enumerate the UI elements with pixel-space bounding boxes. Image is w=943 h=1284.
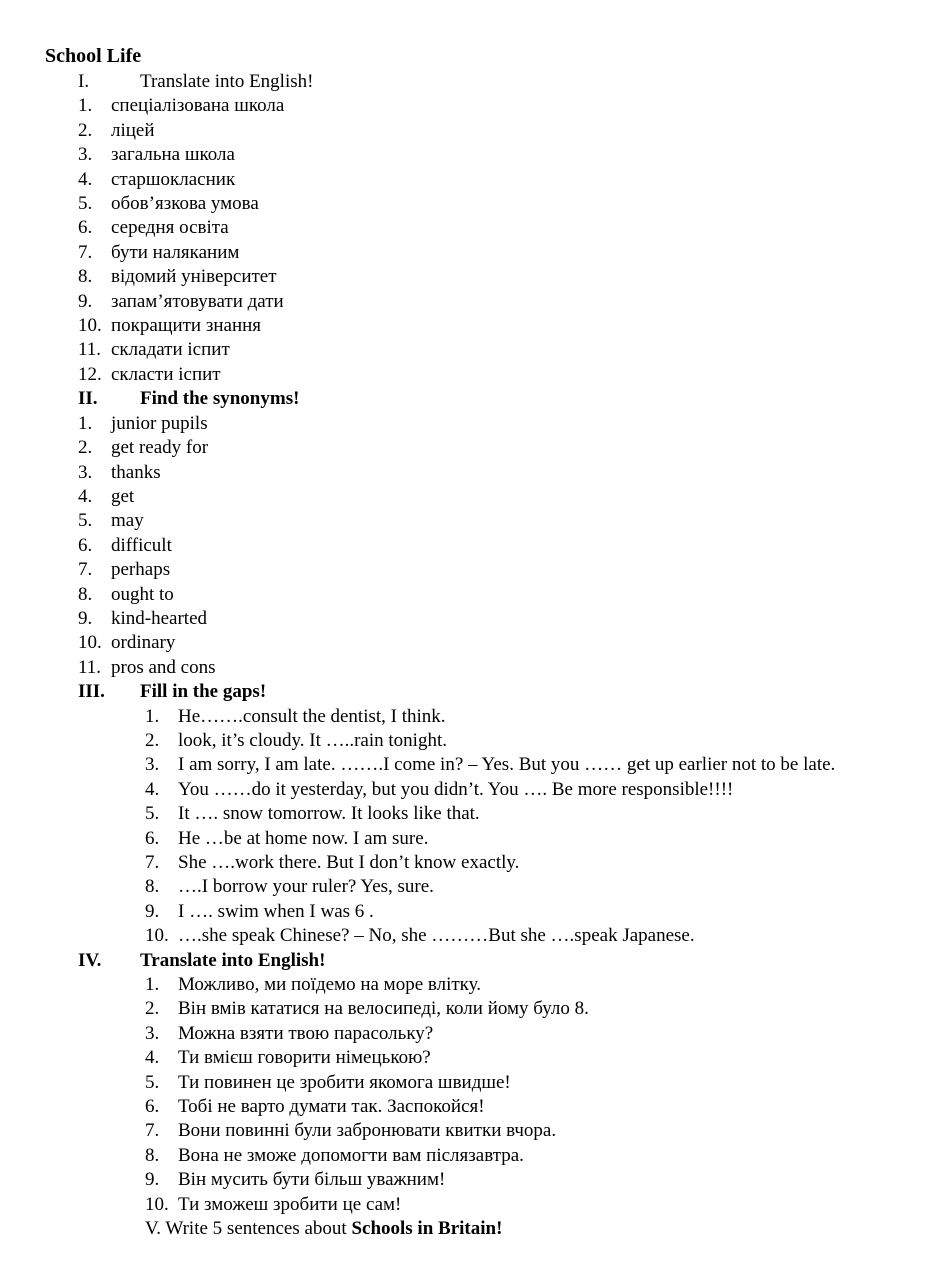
section-numeral: III. xyxy=(78,681,105,703)
list-item-number: 7. xyxy=(145,1120,160,1142)
list-item-text: ordinary xyxy=(111,632,176,654)
list-item-text: perhaps xyxy=(111,559,171,581)
section-numeral: I. xyxy=(78,71,90,92)
page-title: School Life xyxy=(45,45,142,67)
list-item-number: 5. xyxy=(145,1071,160,1093)
list-item xyxy=(45,631,901,655)
list-item xyxy=(45,216,901,240)
list-item xyxy=(45,753,901,777)
list-item xyxy=(45,1022,901,1046)
list-item-number: 6. xyxy=(78,217,93,239)
list-item xyxy=(45,509,901,533)
list-item-text: look, it’s cloudy. It …..rain tonight. xyxy=(178,729,447,751)
list-item-number: 5. xyxy=(145,803,160,825)
list-item xyxy=(45,168,901,192)
list-item-number: 6. xyxy=(78,534,93,556)
list-item-text: середня освіта xyxy=(111,217,229,239)
list-item-text: Ти вмієш говорити німецькою? xyxy=(178,1047,431,1069)
list-item-number: 10. xyxy=(145,1193,169,1215)
list-item xyxy=(45,973,901,997)
list-item-number: 2. xyxy=(145,998,160,1020)
list-item xyxy=(45,192,901,216)
list-item-number: 3. xyxy=(145,1022,160,1044)
list-item xyxy=(45,656,901,680)
list-item-text: запам’ятовувати дати xyxy=(111,290,284,312)
list-item xyxy=(45,802,901,826)
list-item-text: get ready for xyxy=(111,437,209,459)
list-item-number: 1. xyxy=(78,412,93,434)
list-item-number: 4. xyxy=(78,485,93,507)
list-item-text: Вона не зможе допомогти вам післязавтра. xyxy=(178,1144,524,1166)
list-item-text: загальна школа xyxy=(111,144,235,166)
list-item xyxy=(45,1071,901,1095)
list-item-number: 5. xyxy=(78,510,93,532)
list-item xyxy=(45,1168,901,1192)
list-item-text: get xyxy=(111,485,135,507)
list-item-text: He…….consult the dentist, I think. xyxy=(178,705,446,727)
list-item-text: junior pupils xyxy=(111,412,208,434)
list-item-number: 12. xyxy=(78,363,102,385)
list-item xyxy=(45,94,901,118)
list-item-text: thanks xyxy=(111,461,161,483)
list-item xyxy=(45,241,901,265)
section-numeral: IV. xyxy=(78,949,102,971)
task-v-line xyxy=(145,1217,901,1241)
list-item-number: 2. xyxy=(78,119,93,141)
list-item-text: ….I borrow your ruler? Yes, sure. xyxy=(178,876,434,898)
list-item-text: Вони повинні були забронювати квитки вчора. xyxy=(178,1120,557,1142)
list-item-text: She ….work there. But I don’t know exactly. xyxy=(178,852,520,873)
list-item-number: 7. xyxy=(78,559,93,581)
list-item-number: 7. xyxy=(145,852,160,873)
list-item-number: 8. xyxy=(78,583,93,605)
list-item-number: 10. xyxy=(78,315,102,337)
list-item-number: 9. xyxy=(78,607,93,629)
list-item-text: ліцей xyxy=(111,119,155,141)
list-item-number: 11. xyxy=(78,339,102,361)
list-item xyxy=(45,485,901,509)
list-item xyxy=(45,1193,901,1217)
list-item xyxy=(45,1144,901,1168)
list-item-number: 8. xyxy=(78,266,93,288)
list-item-text: скласти іспит xyxy=(111,363,221,385)
section-title: Find the synonyms! xyxy=(140,388,300,410)
list-item-text: покращити знання xyxy=(111,315,262,337)
section-heading xyxy=(45,387,901,411)
list-item-number: 8. xyxy=(145,876,160,898)
list-item xyxy=(45,705,901,729)
list-item-text: бути наляканим xyxy=(111,241,240,263)
list-item-text: difficult xyxy=(111,534,172,556)
list-item xyxy=(45,1095,901,1119)
list-item-number: 4. xyxy=(145,778,160,800)
list-item-text: відомий університет xyxy=(111,266,277,288)
section-title: Translate into English! xyxy=(140,71,314,92)
list-item-text: pros and cons xyxy=(111,656,216,678)
list-item xyxy=(45,778,901,802)
list-item xyxy=(45,607,901,631)
task-v-text: V. Write 5 sentences about xyxy=(145,1218,352,1240)
list-item xyxy=(45,900,901,924)
section-title: Translate into English! xyxy=(140,949,326,971)
list-item-number: 6. xyxy=(145,827,160,849)
list-item-text: Він вмів кататися на велосипеді, коли йому було 8. xyxy=(178,998,589,1020)
list-item xyxy=(45,436,901,460)
list-item-text: складати іспит xyxy=(111,339,230,361)
list-item xyxy=(45,119,901,143)
list-item-number: 4. xyxy=(145,1047,160,1069)
section-heading xyxy=(45,70,901,94)
list-item xyxy=(45,1119,901,1143)
list-item xyxy=(45,729,901,753)
list-item xyxy=(45,1046,901,1070)
list-item xyxy=(45,875,901,899)
list-item xyxy=(45,338,901,362)
list-item-number: 3. xyxy=(78,461,93,483)
list-item-text: ought to xyxy=(111,583,174,605)
list-item-text: Тобі не варто думати так. Заспокойся! xyxy=(178,1096,485,1118)
task-v-bold-text: Schools in Britain! xyxy=(351,1218,503,1240)
list-item-number: 1. xyxy=(78,95,93,117)
list-item-number: 2. xyxy=(145,729,160,751)
list-item-text: Ти зможеш зробити це сам! xyxy=(178,1193,402,1215)
list-item xyxy=(45,314,901,338)
list-item xyxy=(45,558,901,582)
list-item-number: 1. xyxy=(145,705,160,727)
list-item-text: ….she speak Chinese? – No, she ………But she ….speak Japanese. xyxy=(178,925,695,947)
list-item xyxy=(45,534,901,558)
list-item-text: Ти повинен це зробити якомога швидше! xyxy=(178,1071,511,1093)
list-item-number: 1. xyxy=(145,974,160,996)
list-item xyxy=(45,827,901,851)
list-item-number: 10. xyxy=(145,925,169,947)
list-item-number: 9. xyxy=(145,1169,160,1191)
section-heading xyxy=(45,949,901,973)
list-item xyxy=(45,583,901,607)
list-item-text: спеціалізована школа xyxy=(111,95,285,117)
list-item-number: 4. xyxy=(78,168,93,190)
list-item-text: I am sorry, I am late. …….I come in? – Yes. But you …… get up earlier not to be late. xyxy=(178,754,836,776)
list-item-number: 7. xyxy=(78,241,93,263)
list-item-number: 9. xyxy=(78,290,93,312)
list-item-number: 5. xyxy=(78,193,93,215)
list-item-number: 2. xyxy=(78,437,93,459)
list-item-text: Можна взяти твою парасольку? xyxy=(178,1022,434,1044)
list-item xyxy=(45,265,901,289)
section-title: Fill in the gaps! xyxy=(140,681,267,703)
list-item-text: It …. snow tomorrow. It looks like that. xyxy=(178,803,480,825)
list-item-text: I …. swim when I was 6 . xyxy=(178,900,374,922)
list-item-number: 6. xyxy=(145,1096,160,1118)
list-item-number: 8. xyxy=(145,1144,160,1166)
list-item xyxy=(45,997,901,1021)
list-item-text: kind-hearted xyxy=(111,607,208,629)
list-item xyxy=(45,924,901,948)
section-numeral: II. xyxy=(78,388,98,410)
section-heading xyxy=(45,680,901,704)
list-item-text: обов’язкова умова xyxy=(111,193,259,215)
list-item xyxy=(45,290,901,314)
list-item xyxy=(45,363,901,387)
list-item-number: 11. xyxy=(78,656,102,678)
sections-container xyxy=(45,70,901,1217)
list-item-text: старшокласник xyxy=(111,168,236,190)
list-item-text: may xyxy=(111,510,144,532)
list-item-text: You ……do it yesterday, but you didn’t. You …. Be more responsible!!!! xyxy=(178,778,734,800)
list-item xyxy=(45,412,901,436)
list-item-text: Можливо, ми поїдемо на море влітку. xyxy=(178,974,481,996)
list-item xyxy=(45,461,901,485)
list-item-text: He …be at home now. I am sure. xyxy=(178,827,429,849)
list-item-text: Він мусить бути більш уважним! xyxy=(178,1169,446,1191)
list-item xyxy=(45,851,901,875)
list-item-number: 9. xyxy=(145,900,160,922)
list-item-number: 3. xyxy=(78,144,93,166)
list-item xyxy=(45,143,901,167)
list-item-number: 3. xyxy=(145,754,160,776)
list-item-number: 10. xyxy=(78,632,102,654)
